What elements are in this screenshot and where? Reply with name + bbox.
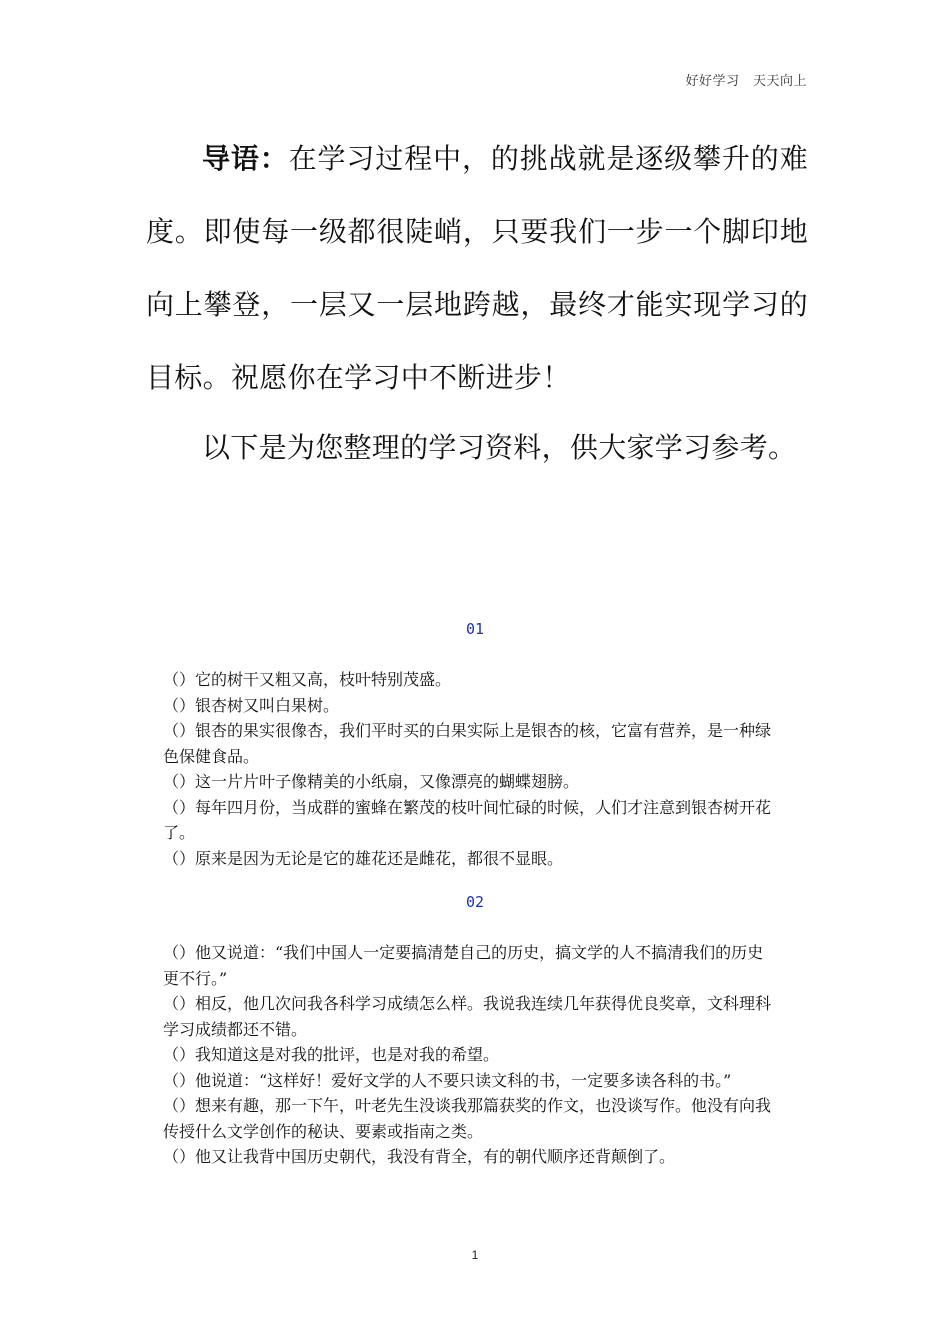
- intro-block: [146, 122, 808, 484]
- list-item: （）银杏的果实很像杏，我们平时买的白果实际上是银杏的核，它富有营养，是一种绿色保健食品。: [163, 721, 772, 766]
- section-01-list: [163, 667, 775, 871]
- list-item: （）我知道这是对我的批评，也是对我的希望。: [163, 1045, 500, 1064]
- intro-lead-text: 在学习过程中，的挑战就是逐级攀升的难度。即使每一级都很陡峭，只要我们一步一个脚印地向上攀登，一层又一层地跨越，最终才能实现学习的目标。祝愿你在学习中不断进步！: [146, 142, 808, 394]
- list-item: （）原来是因为无论是它的雄花还是雌花，都很不显眼。: [163, 848, 564, 868]
- list-item: （）他又让我背中国历史朝代，我没有背全，有的朝代顺序还背颠倒了。: [163, 1147, 676, 1166]
- list-item: （）银杏树又叫白果树。: [163, 695, 340, 715]
- list-item: （）它的树干又粗又高，枝叶特别茂盛。: [163, 670, 452, 689]
- list-item: （）这一片片叶子像精美的小纸扇，又像漂亮的蝴蝶翅膀。: [163, 772, 580, 791]
- intro-paragraph: [146, 122, 808, 414]
- list-item: （）每年四月份，当成群的蜜蜂在繁茂的枝叶间忙碌的时候，人们才注意到银杏树开花了。: [163, 797, 772, 842]
- intro-lead-label: 导语：: [202, 142, 289, 175]
- section-title-01: 01: [465, 620, 485, 638]
- page-header-text: 好好学习 天天向上: [685, 74, 807, 89]
- list-item: （）他又说道：“我们中国人一定要搞清楚自己的历史，搞文学的人不搞清我们的历史更不行。”: [163, 943, 764, 988]
- section-title-02: 02: [465, 893, 485, 911]
- page-number: 1: [471, 1248, 479, 1262]
- intro-note: 以下是为您整理的学习资料，供大家学习参考。: [202, 431, 797, 464]
- list-item: （）相反，他几次问我各科学习成绩怎么样。我说我连续几年获得优良奖章，文科理科学习成绩都还不错。: [163, 994, 772, 1039]
- section-02-list: [163, 940, 775, 1170]
- list-item: （）想来有趣，那一下午，叶老先生没谈我那篇获奖的作文，也没谈写作。他没有向我传授什么文学创作的秘诀、要素或指南之类。: [163, 1096, 772, 1141]
- list-item: （）他说道：“这样好！爱好文学的人不要只读文科的书，一定要多读各科的书。”: [163, 1070, 732, 1090]
